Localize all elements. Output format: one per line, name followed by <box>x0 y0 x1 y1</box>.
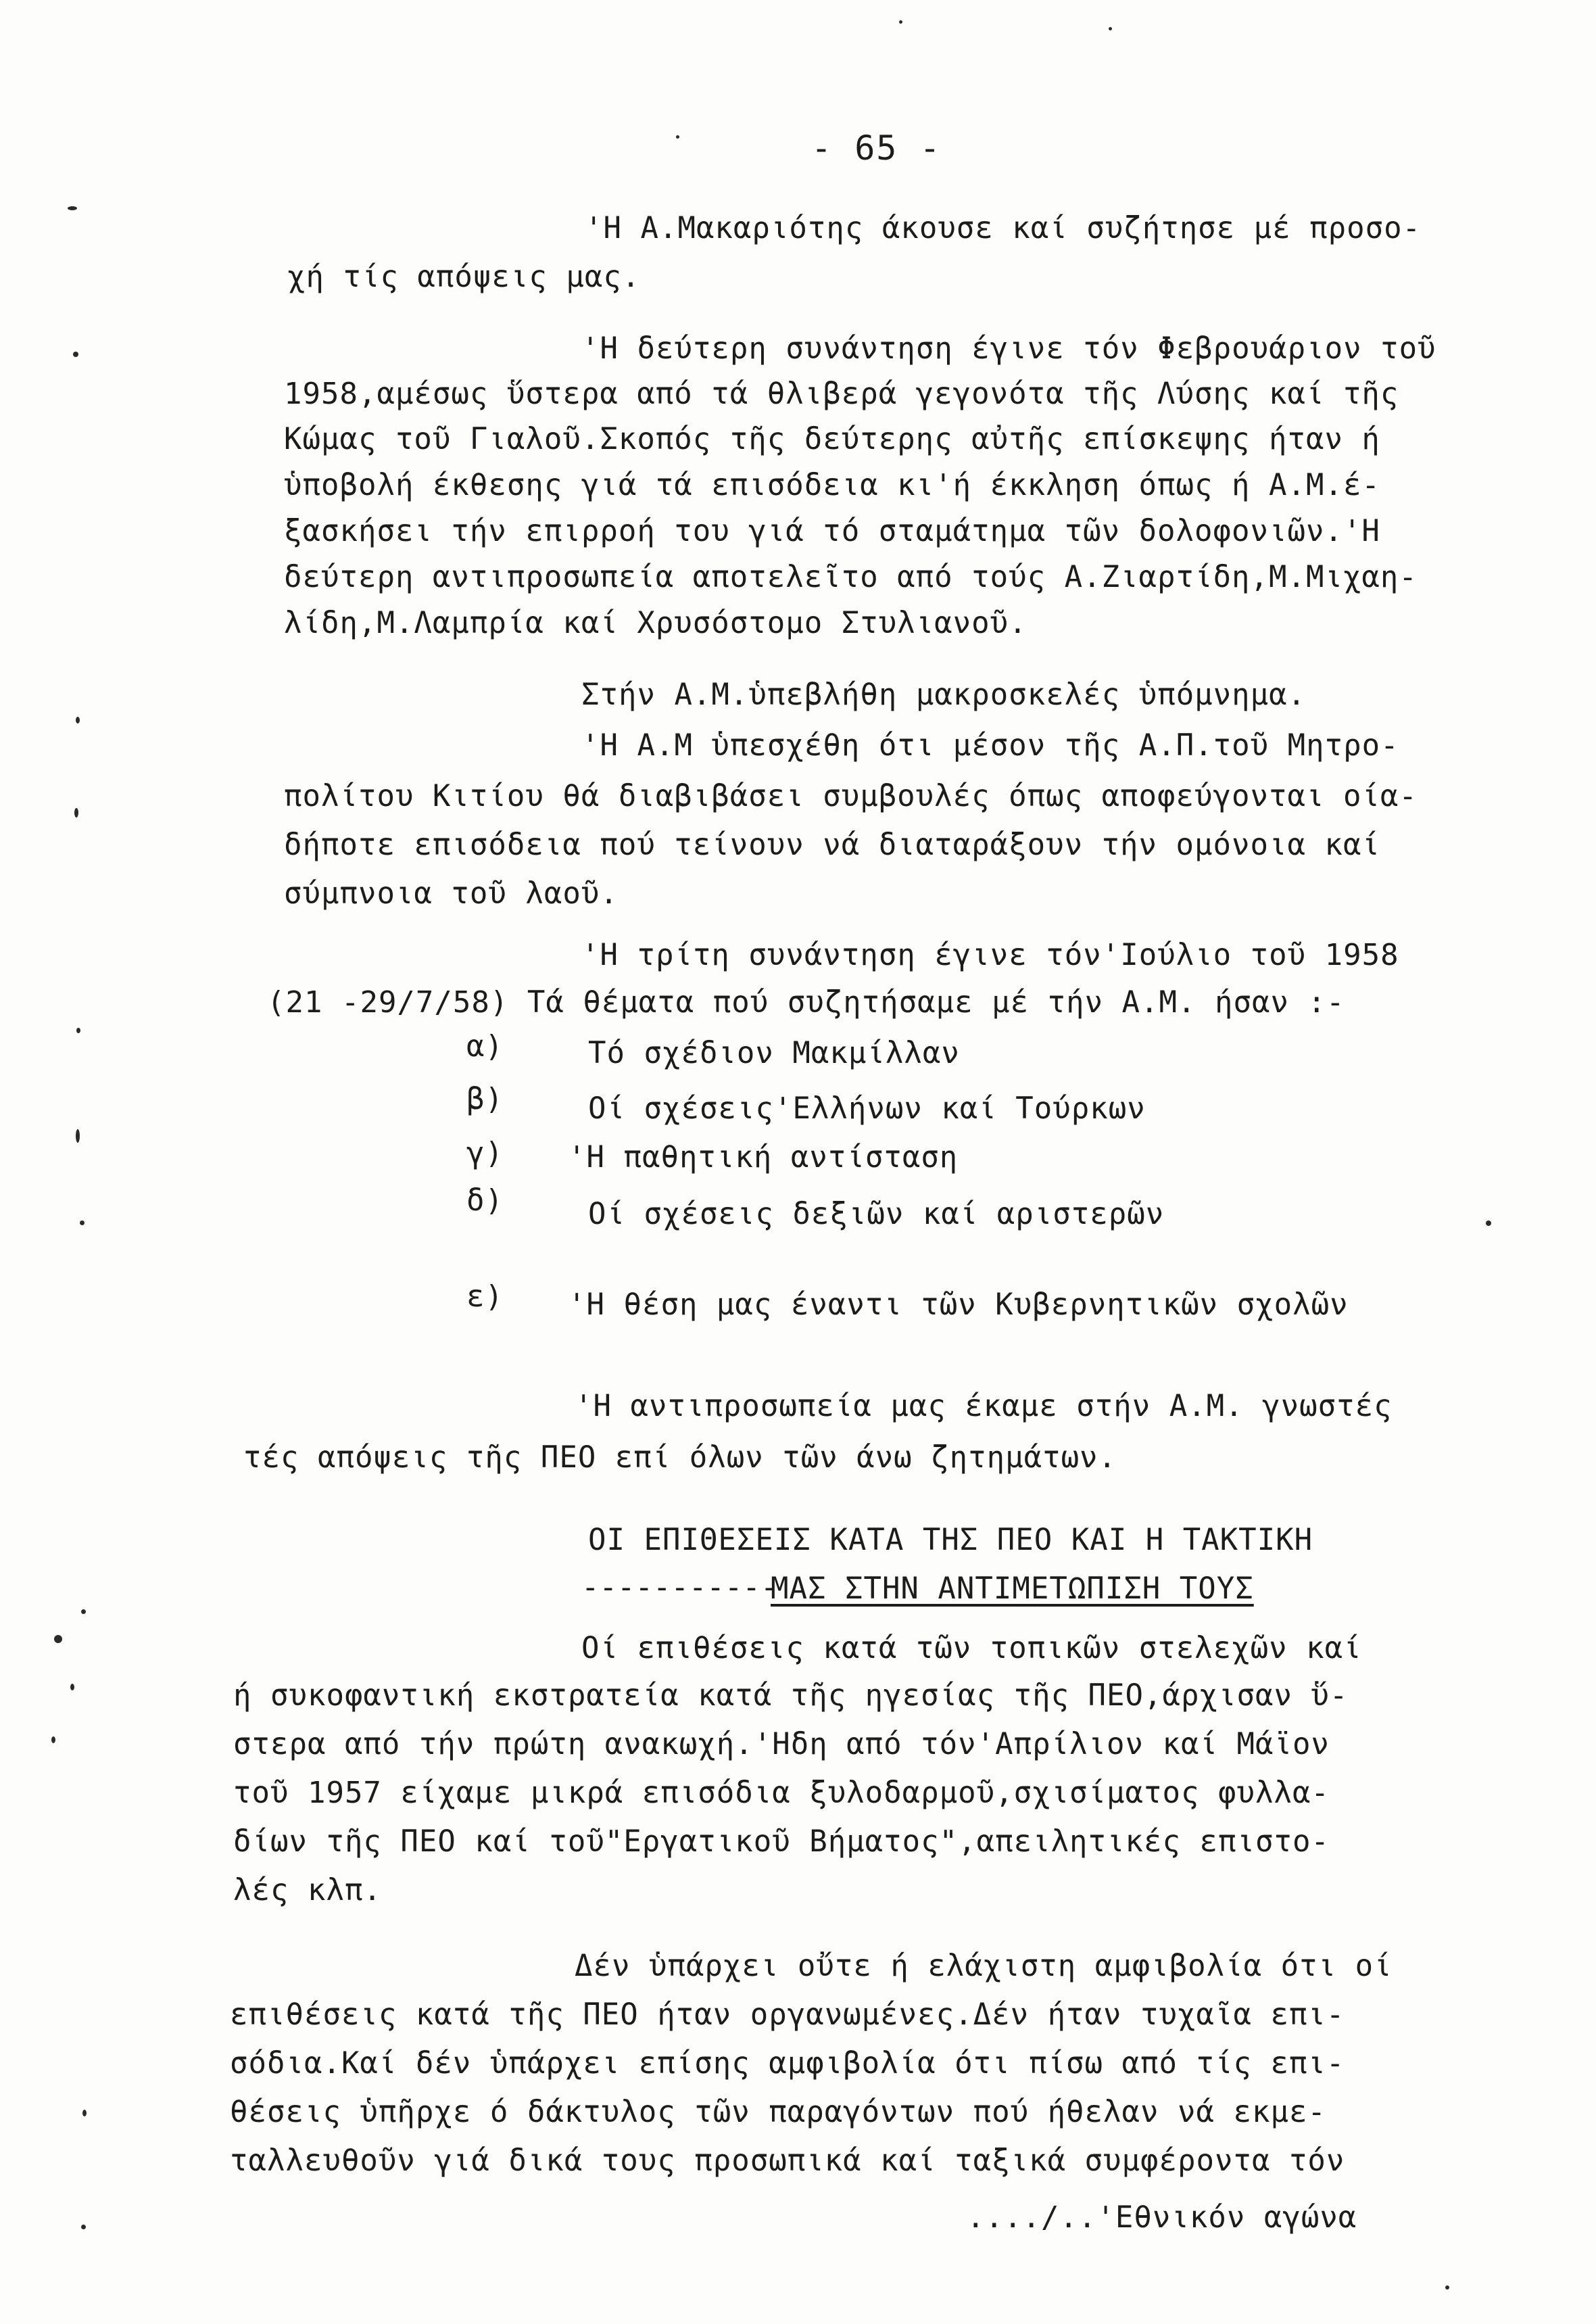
scan-speck <box>74 808 78 817</box>
paragraph-line: χή τίς απόψεις μας. <box>287 260 641 294</box>
scan-speck <box>899 20 902 24</box>
list-marker: δ) <box>466 1183 504 1218</box>
paragraph-line: Οί επιθέσεις κατά τῶν τοπικῶν στελεχῶν καί <box>581 1631 1362 1665</box>
scan-speck <box>676 135 679 139</box>
paragraph-line: ὑποβολή έκθεσης γιά τά επισόδεια κι'ή έκκληση όπως ή Α.Μ.έ- <box>284 468 1380 502</box>
list-item: Τό σχέδιον Μακμίλλαν <box>588 1036 960 1070</box>
scan-speck <box>68 206 77 210</box>
scan-speck <box>1109 27 1112 30</box>
list-marker: γ) <box>466 1136 504 1170</box>
continuation-note: ..../..'Εθνικόν αγώνα <box>967 2200 1357 2235</box>
paragraph-line: τές απόψεις τῆς ΠΕΟ επί όλων τῶν άνω ζητημάτων. <box>243 1440 1117 1475</box>
list-marker: β) <box>466 1082 504 1116</box>
paragraph-line: δεύτερη αντιπροσωπεία αποτελεῖτο από τούς Α.Ζιαρτίδη,Μ.Μιχαη- <box>284 560 1418 594</box>
scan-speck <box>51 1736 55 1743</box>
paragraph-line: ή συκοφαντική εκστρατεία κατά τῆς ηγεσίας τῆς ΠΕΟ,άρχισαν ὕ- <box>233 1678 1349 1713</box>
paragraph-line: τοῦ 1957 είχαμε μικρά επισόδια ξυλοδαρμοῦ,σχισίματος φυλλα- <box>233 1776 1330 1810</box>
scan-speck <box>76 1129 80 1143</box>
scan-speck <box>76 1028 80 1033</box>
list-marker: ε) <box>466 1279 504 1314</box>
paragraph-line: στερα από τήν πρώτη ανακωχή.'Ηδη από τόν'Απρίλιον καί Μάϊον <box>233 1727 1330 1761</box>
paragraph-line: 'Η τρίτη συνάντηση έγινε τόν'Ιούλιο τοῦ 1958 <box>581 938 1399 972</box>
scan-speck <box>73 352 78 357</box>
list-item: Οί σχέσεις'Ελλήνων καί Τούρκων <box>588 1091 1146 1126</box>
paragraph-line: θέσεις ὑπῆρχε ό δάκτυλος τῶν παραγόντων πού ήθελαν νά εκμε- <box>230 2095 1326 2129</box>
paragraph-line: 1958,αμέσως ὕστερα από τά θλιβερά γεγονότα τῆς Λύσης καί τῆς <box>284 377 1399 411</box>
paragraph-line: δίων τῆς ΠΕΟ καί τοῦ"Εργατικοῦ Βήματος",απειλητικές επιστο- <box>233 1824 1330 1859</box>
paragraph-line: δήποτε επισόδεια πού τείνουν νά διαταράξουν τήν ομόνοια καί <box>284 828 1380 862</box>
scan-speck <box>81 1609 86 1614</box>
paragraph-line: σόδια.Καί δέν ὑπάρχει επίσης αμφιβολία ότι πίσω από τίς επι- <box>230 2046 1345 2081</box>
paragraph-line: Δέν ὑπάρχει οὔτε ή ελάχιστη αμφιβολία ότι οί <box>575 1949 1393 1983</box>
list-item: 'Η θέση μας έναντι τῶν Κυβερνητικῶν σχολῶν <box>568 1287 1349 1322</box>
list-item: Οί σχέσεις δεξιῶν καί αριστερῶν <box>588 1197 1165 1231</box>
paragraph-line: 'Η αντιπροσωπεία μας έκαμε στήν Α.Μ. γνωστές <box>575 1389 1393 1423</box>
scan-speck <box>1486 1220 1491 1226</box>
scan-speck <box>82 2110 87 2116</box>
paragraph-line: πολίτου Κιτίου θά διαβιβάσει συμβουλές όπως αποφεύγονται οία- <box>284 779 1418 813</box>
scan-speck <box>1445 2285 1449 2290</box>
paragraph-line: (21 -29/7/58) Τά θέματα πού συζητήσαμε μέ τήν Α.Μ. ήσαν :- <box>267 985 1345 1020</box>
paragraph-line: λίδη,Μ.Λαμπρία καί Χρυσόστομο Στυλιανοῦ. <box>284 606 1027 640</box>
paragraph-line: ταλλευθοῦν γιά δικά τους προσωπικά καί ταξικά συμφέροντα τόν <box>230 2143 1345 2178</box>
scan-speck <box>54 1635 62 1643</box>
section-heading: ΟΙ ΕΠΙΘΕΣΕΙΣ ΚΑΤΑ ΤΗΣ ΠΕΟ ΚΑΙ Η ΤΑΚΤΙΚΗ <box>588 1523 1313 1557</box>
list-item: 'Η παθητική αντίσταση <box>568 1140 959 1175</box>
page-number: - 65 - <box>811 128 942 168</box>
paragraph-line: 'Η Α.Μ ὑπεσχέθη ότι μέσον τῆς Α.Π.τοῦ Μητρο- <box>581 728 1399 763</box>
section-heading-underlined: ΜΑΣ ΣΤΗΝ ΑΝΤΙΜΕΤΩΠΙΣΗ ΤΟΥΣ <box>771 1571 1254 1606</box>
scan-speck <box>76 717 80 724</box>
paragraph-line: σύμπνοια τοῦ λαοῦ. <box>284 876 619 911</box>
paragraph-line: ξασκήσει τήν επιρροή του γιά τό σταμάτημα τῶν δολοφονιῶν.'Η <box>284 514 1380 548</box>
scan-speck <box>81 2225 86 2229</box>
scan-speck <box>80 1220 84 1225</box>
paragraph-line: Στήν Α.Μ.ὑπεβλήθη μακροσκελές ὑπόμνημα. <box>581 678 1307 712</box>
heading-dash-leader: ----------- <box>581 1570 779 1605</box>
paragraph-line: 'Η δεύτερη συνάντηση έγινε τόν Φεβρουάριον τοῦ <box>581 331 1436 366</box>
scan-speck <box>70 1684 74 1690</box>
paragraph-line: λές κλπ. <box>233 1873 382 1907</box>
paragraph-line: 'Η Α.Μακαριότης άκουσε καί συζήτησε μέ προσο- <box>585 211 1422 245</box>
paragraph-line: Κώμας τοῦ Γιαλοῦ.Σκοπός τῆς δεύτερης αὐτῆς επίσκεψης ήταν ή <box>284 422 1380 456</box>
list-marker: α) <box>466 1029 504 1064</box>
paragraph-line: επιθέσεις κατά τῆς ΠΕΟ ήταν οργανωμένες.Δέν ήταν τυχαῖα επι- <box>230 1997 1345 2032</box>
